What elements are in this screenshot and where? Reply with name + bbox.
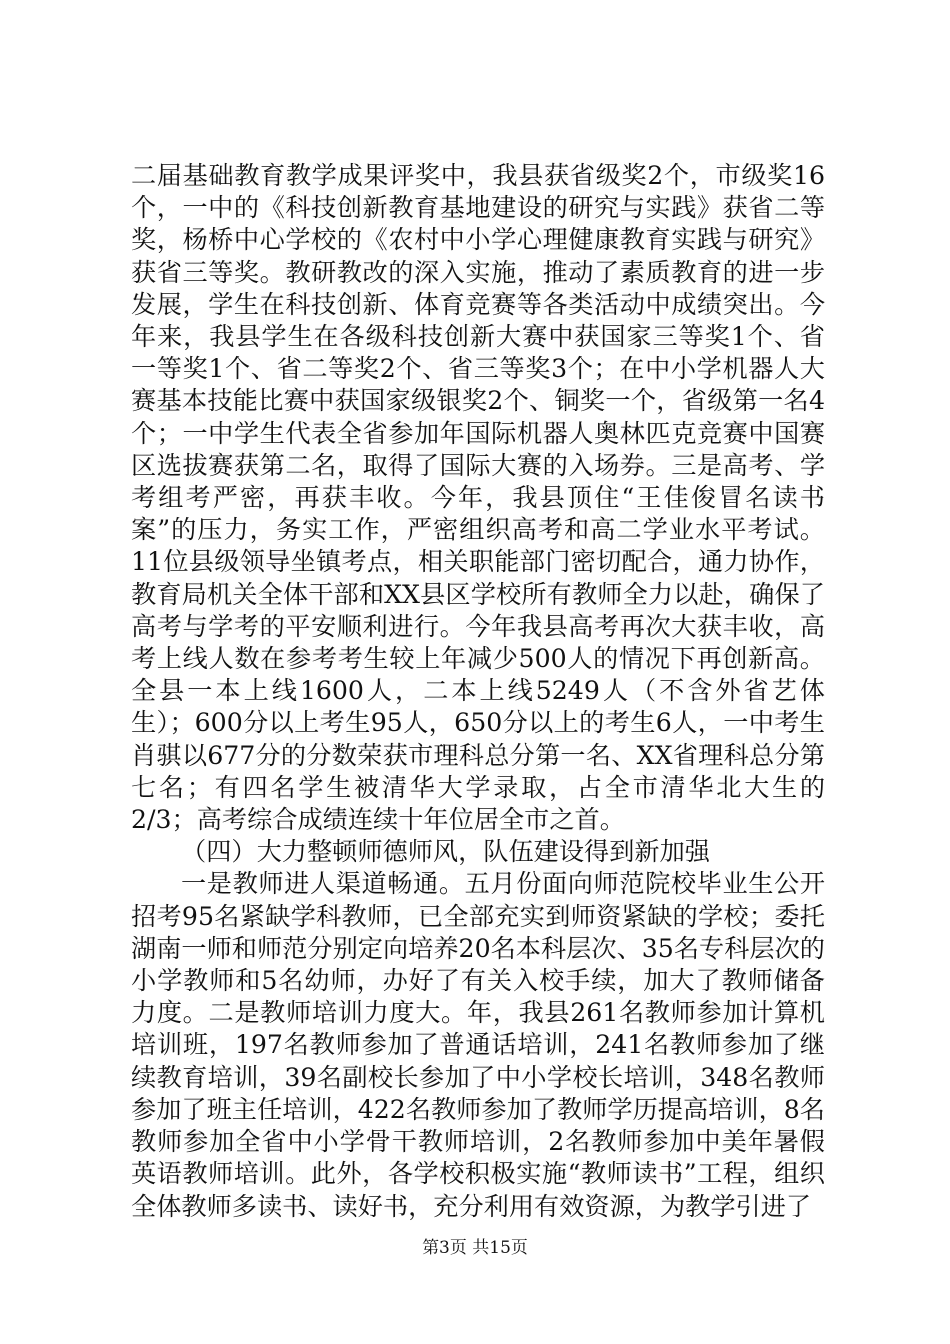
paragraph-achievements: 二届基础教育教学成果评奖中，我县获省级奖2个，市级奖16个，一中的《科技创新教育基地建设的研究与实践》获省二等奖，杨桥中心学校的《农村中小学心理健康教育实践与研究》获省三等奖。教研教改的深入实施，推动了素质教育的进一步发展，学生在科技创新、体育竞赛等各类活动中成绩突出。今年来，我县学生在各级科技创新大赛中获国家三等奖1个、省一等奖1个、省二等奖2个、省三等奖3个；在中小学机器人大赛基本技能比赛中获国家级银奖2个、铜奖一个，省级第一名4个；一中学生代表全省参加年国际机器人奥林匹克竞赛中国赛区选拔赛获第二名，取得了国际大赛的入场券。三是高考、学考组考严密，再获丰收。今年，我县顶住“王佳俊冒名读书案”的压力，务实工作，严密组织高考和高二学业水平考试。11位县级领导坐镇考点，相关职能部门密切配合，通力协作，教育局机关全体干部和XX县区学校所有教师全力以赴，确保了高考与学考的平安顺利进行。今年我县高考再次大获丰收，高考上线人数在参考考生较上年减少500人的情况下再创新高。全县一本上线1600人，二本上线5249人（不含外省艺体生）；600分以上考生95人，650分以上的考生6人，一中考生肖骐以677分的分数荣获市理科总分第一名、XX省理科总分第七名；有四名学生被清华大学录取，占全市清华北大生的2/3；高考综合成绩连续十年位居全市之首。 xyxy=(131,161,825,835)
paragraph-teacher-recruitment: 一是教师进人渠道畅通。五月份面向师范院校毕业生公开招考95名紧缺学科教师，已全部充实到师资紧缺的学校；委托湖南一师和师范分别定向培养20名本科层次、35名专科层次的小学教师和5名幼师，办好了有关入校手续，加大了教师储备力度。二是教师培训力度大。年，我县261名教师参加计算机培训班，197名教师参加了普通话培训，241名教师参加了继续教育培训，39名副校长参加了中小学校长培训，348名教师参加了班主任培训，422名教师参加了教师学历提高培训，8名教师参加全省中小学骨干教师培训，2名教师参加中美年暑假英语教师培训。此外，各学校积极实施“教师读书”工程，组织全体教师多读书、读好书，充分利用有效资源，为教学引进了 xyxy=(131,869,825,1221)
page-number-footer: 第3页 共15页 xyxy=(422,1238,528,1258)
document-body xyxy=(131,160,825,1223)
section-heading-teacher-ethics: （四）大力整顿师德师风，队伍建设得到新加强 xyxy=(181,837,710,867)
